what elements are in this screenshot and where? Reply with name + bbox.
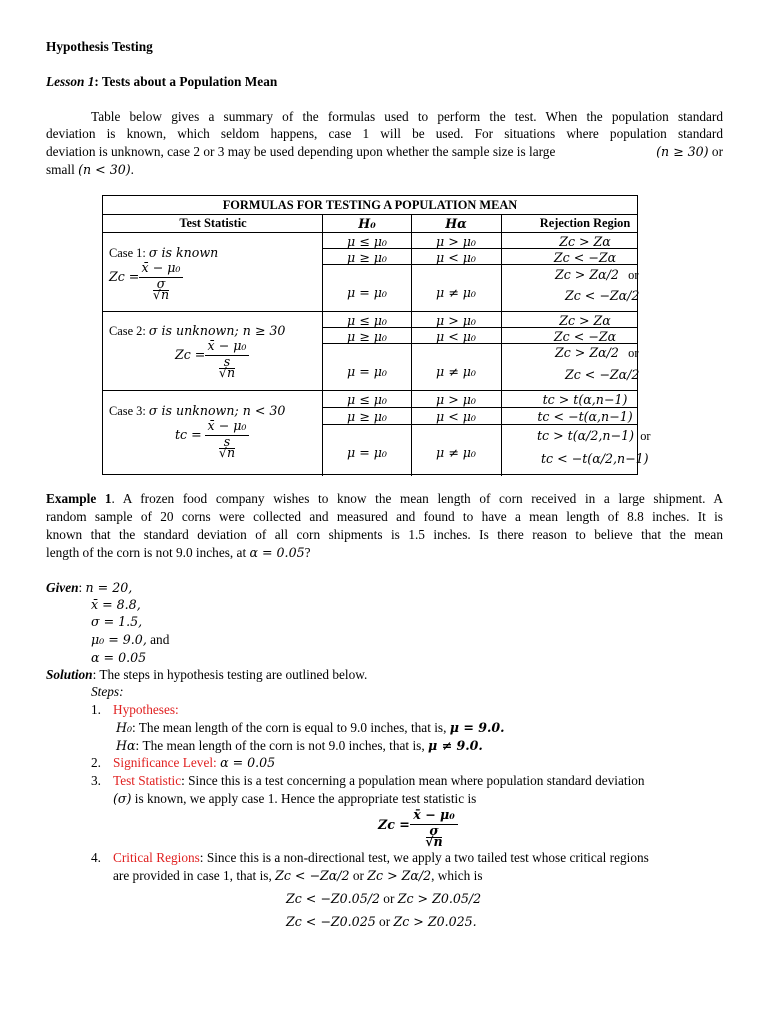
case-2-den-bot: √n: [218, 365, 236, 380]
h0-c1-eq: μ = μ₀: [347, 285, 387, 300]
case-3-numerator: x̄ − μ₀: [207, 418, 247, 433]
lesson-title: : Tests about a Population Mean: [94, 74, 278, 89]
rr-c3-two-tail-b: tc < −t(α/2,n−1): [541, 451, 649, 466]
case-2-den-top: s: [223, 354, 231, 369]
ha-c3-lt: μ < μ₀: [436, 409, 476, 424]
ha-c1-lt: μ < μ₀: [436, 250, 476, 265]
rr-c1-two-tail-a: Zc > Zα/2 or: [555, 267, 639, 282]
step-4-line-1: Critical Regions: Since this is a non-directional test, we apply a two tailed test whose critical regions: [113, 850, 649, 865]
rr-c1-right: Zc > Zα: [559, 234, 611, 249]
h0-c1-ge: μ ≥ μ₀: [347, 250, 387, 265]
step-4-num: 4.: [91, 850, 101, 865]
step-1-h0: H₀: The mean length of the corn is equal to 9.0 inches, that is, μ = 9.0.: [116, 720, 505, 735]
step-1-num: 1.: [91, 702, 101, 717]
case-1-den-top: σ: [156, 276, 166, 291]
rr-c2-two-tail-b: Zc < −Zα/2: [565, 367, 640, 382]
intro-line-4: [46, 161, 134, 179]
step-3-formula-num: x̄ − μ₀: [413, 807, 455, 822]
rr-c2-left: Zc < −Zα: [553, 329, 617, 344]
step-3-formula-den-bot: √n: [425, 834, 443, 849]
rr-c1-two-tail-b: Zc < −Zα/2: [565, 288, 640, 303]
ha-c1-gt: μ > μ₀: [436, 234, 476, 249]
step-1-ha: Hα: The mean length of the corn is not 9.0 inches, that is, μ ≠ 9.0.: [116, 738, 483, 753]
formulas-table: [102, 195, 651, 475]
h0-c3-ge: μ ≥ μ₀: [347, 409, 387, 424]
case-3-den-bot: √n: [218, 445, 236, 460]
step-3-formula-den-top: σ: [429, 823, 439, 838]
given-xbar: x̄ = 8.8,: [91, 597, 141, 612]
lesson-heading: [46, 73, 277, 91]
example-label: Example 1: [46, 491, 112, 506]
intro-small: small: [46, 162, 75, 177]
header-test-statistic: Test Statistic: [179, 216, 247, 230]
given-sigma: σ = 1.5,: [91, 614, 143, 629]
intro-line-3-text: deviation is unknown, case 2 or 3 may be used depending upon whether the sample size is large: [46, 144, 556, 159]
intro-line-2: deviation is known, which seldom happens, case 1 will be used. For situations where population standard: [46, 126, 723, 141]
given-mu0: μ₀ = 9.0, and: [91, 632, 170, 647]
case-2-label: Case 2: σ is unknown; n ≥ 30: [109, 323, 286, 338]
case-3-label: Case 3: σ is unknown; n < 30: [109, 403, 286, 418]
rr-c3-right: tc > t(α,n−1): [542, 392, 628, 407]
step-4-critical-1: Zc < −Z0.05/2 or Zc > Z0.05/2: [286, 891, 482, 906]
step-3-line-1: Test Statistic: Since this is a test concerning a population mean where population standard deviation: [113, 773, 645, 788]
example-line-2: random sample of 20 corns were collected and measured and found to have a mean length of 8.8 inches. It is: [46, 509, 723, 524]
header-ha: Hα: [445, 216, 467, 231]
step-3-formula-lhs: Zc =: [378, 817, 410, 832]
intro-large-sample: (n ≥ 30): [656, 144, 709, 159]
step-1-title: Hypotheses:: [113, 702, 179, 717]
example-line-3: known that the standard deviation of all corn shipments is 1.5 inches. Is there reason to believe that the mean: [46, 527, 723, 542]
step-3-num: 3.: [91, 773, 101, 788]
case-3-den-top: s: [223, 434, 231, 449]
step-4-line-2: are provided in case 1, that is, Zc < −Zα/2 or Zc > Zα/2, which is: [113, 868, 483, 883]
ha-c2-ne: μ ≠ μ₀: [436, 364, 476, 379]
intro-small-sample: (n < 30): [78, 162, 131, 177]
rr-c2-two-tail-a: Zc > Zα/2 or: [555, 345, 639, 360]
ha-c2-gt: μ > μ₀: [436, 313, 476, 328]
steps-label: Steps:: [91, 684, 124, 699]
rr-c2-right: Zc > Zα: [559, 313, 611, 328]
case-2-lhs: Zc =: [175, 347, 206, 362]
intro-period: .: [130, 162, 134, 177]
example-line-4: length of the corn is not 9.0 inches, at α = 0.05?: [46, 545, 311, 560]
header-h0: H₀: [358, 216, 376, 231]
given-line: Given: n = 20,: [46, 580, 133, 595]
intro-line-3: [46, 143, 723, 161]
h0-c3-eq: μ = μ₀: [347, 445, 387, 460]
given-n: n = 20,: [85, 580, 133, 595]
step-4-critical-2: Zc < −Z0.025 or Zc > Z0.025.: [286, 914, 477, 929]
case-1-den-bot: √n: [152, 287, 170, 302]
step-3-line-2: (σ) is known, we apply case 1. Hence the appropriate test statistic is: [113, 791, 477, 806]
table-title: FORMULAS FOR TESTING A POPULATION MEAN: [222, 198, 518, 212]
ha-c1-ne: μ ≠ μ₀: [436, 285, 476, 300]
case-1-lhs: Zc =: [109, 269, 140, 284]
intro-or: or: [711, 144, 723, 159]
given-alpha: α = 0.05: [91, 650, 147, 665]
given-label: Given: [46, 580, 79, 595]
h0-c2-le: μ ≤ μ₀: [347, 313, 387, 328]
h0-c3-le: μ ≤ μ₀: [347, 392, 387, 407]
h0-c2-eq: μ = μ₀: [347, 364, 387, 379]
rr-c1-left: Zc < −Zα: [553, 250, 617, 265]
case-1-label: Case 1: σ is known: [109, 245, 219, 260]
rr-c3-two-tail-a: tc > t(α/2,n−1) or: [537, 428, 651, 443]
page-title: Hypothesis Testing: [46, 39, 153, 54]
example-line-1: Example 1. A frozen food company wishes to know the mean length of corn received in a large shipment. A: [46, 491, 723, 506]
rr-c3-left: tc < −t(α,n−1): [537, 409, 633, 424]
ha-c2-lt: μ < μ₀: [436, 329, 476, 344]
solution-line: Solution: The steps in hypothesis testing are outlined below.: [46, 667, 368, 682]
step-2-num: 2.: [91, 755, 101, 770]
h0-c1-le: μ ≤ μ₀: [347, 234, 387, 249]
header-rejection-region: Rejection Region: [539, 216, 631, 230]
case-3-lhs: tc =: [175, 427, 202, 442]
ha-c3-gt: μ > μ₀: [436, 392, 476, 407]
intro-line-1: Table below gives a summary of the formulas used to perform the test. When the population standard: [91, 109, 723, 124]
solution-label: Solution: [46, 667, 93, 682]
h0-c2-ge: μ ≥ μ₀: [347, 329, 387, 344]
case-2-numerator: x̄ − μ₀: [207, 338, 247, 353]
ha-c3-ne: μ ≠ μ₀: [436, 445, 476, 460]
lesson-label: Lesson 1: [46, 74, 95, 89]
step-2-line: Significance Level: α = 0.05: [113, 755, 276, 770]
case-1-numerator: x̄ − μ₀: [141, 260, 181, 275]
